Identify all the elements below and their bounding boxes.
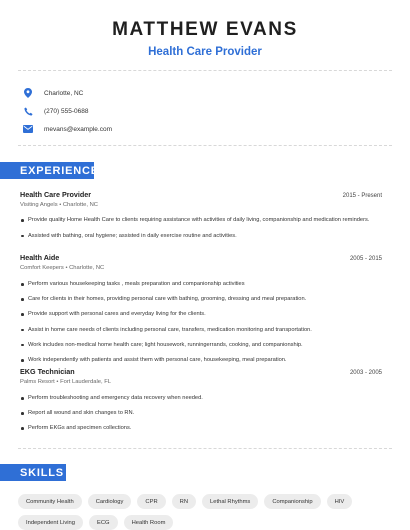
- job-entry: [20, 253, 382, 364]
- candidate-name: MATTHEW EVANS: [112, 19, 298, 40]
- skill-chip: CPR: [137, 494, 165, 509]
- job-company-line: Comfort Keepers • Charlotte, NC: [20, 265, 105, 271]
- skills-list: [18, 494, 398, 530]
- phone-icon: [22, 105, 34, 117]
- contact-email-text: mevans@example.com: [44, 125, 113, 133]
- skill-chip: RN: [172, 494, 196, 509]
- divider: [18, 448, 392, 449]
- skill-chip: HIV: [327, 494, 353, 509]
- job-bullet: Work independently with patients and assist them with personal care, housekeeping, meal preparation.: [20, 356, 382, 365]
- skill-chip: Community Health: [18, 494, 82, 509]
- job-company: Comfort Keepers: [20, 265, 64, 271]
- job-bullet: Assisted with bathing, oral hygiene; assisted in daily exercise routine and activities.: [20, 232, 382, 241]
- email-icon: [22, 123, 34, 135]
- job-title: Health Care Provider: [20, 190, 92, 199]
- job-bullet: Provide support with personal cares and everyday living for the clients.: [20, 310, 382, 319]
- job-location: Charlotte, NC: [62, 202, 98, 208]
- resume-header: [0, 0, 410, 59]
- skill-chip: ECG: [89, 515, 118, 530]
- job-entry: [20, 367, 382, 433]
- job-bullet: Perform various housekeeping tasks , meals preparation and companionship activities: [20, 280, 382, 289]
- job-entry: [20, 190, 382, 240]
- job-bullet: Work includes non-medical home health care; light housework, runningerrands, cooking, and companionship.: [20, 341, 382, 350]
- job-title: EKG Technician: [20, 367, 75, 376]
- job-location: Fort Lauderdale, FL: [60, 379, 111, 385]
- contact-phone-text: (270) 555-0688: [44, 107, 89, 115]
- contact-location-text: Charlotte, NC: [44, 89, 84, 97]
- section-skills: SKILLS: [0, 464, 66, 481]
- contact-location: [22, 84, 112, 102]
- contact-phone: [22, 102, 112, 120]
- job-dates: 2003 - 2005: [349, 370, 382, 376]
- job-company: Visiting Angels: [20, 202, 58, 208]
- contact-email: [22, 120, 112, 138]
- job-dates: 2015 - Present: [342, 193, 382, 199]
- skill-chip: Cardiology: [88, 494, 132, 509]
- candidate-title: Health Care Provider: [148, 46, 262, 58]
- job-location: Charlotte, NC: [69, 265, 105, 271]
- job-company-line: Palms Resort • Fort Lauderdale, FL: [20, 379, 111, 385]
- job-company: Palms Resort: [20, 379, 55, 385]
- job-bullet: Care for clients in their homes, providing personal care with bathing, grooming, dressing and meal preparation.: [20, 295, 382, 304]
- job-bullet: Report all wound and skin changes to RN.: [20, 409, 382, 418]
- skill-chip: Lethal Rhythms: [202, 494, 258, 509]
- divider: [18, 145, 392, 146]
- skill-chip: Companionship: [264, 494, 320, 509]
- job-dates: 2005 - 2015: [349, 256, 382, 262]
- job-bullet: Perform EKGs and specimen collections.: [20, 424, 382, 433]
- job-bullet: Perform troubleshooting and emergency data recovery when needed.: [20, 394, 382, 403]
- skill-chip: Independent Living: [18, 515, 83, 530]
- job-company-line: Visiting Angels • Charlotte, NC: [20, 202, 98, 208]
- job-bullet: Assist in home care needs of clients including personal care, transfers, medication monitoring and transportation.: [20, 326, 382, 335]
- section-experience: EXPERIENCE: [0, 162, 94, 179]
- contact-list: [22, 84, 112, 138]
- divider: [18, 70, 392, 71]
- job-bullet: Provide quality Home Health Care to clients requiring assistance with activities of daily living, companionship and medication reminders.: [20, 216, 382, 225]
- skill-chip: Health Room: [124, 515, 174, 530]
- location-pin-icon: [22, 87, 34, 99]
- job-title: Health Aide: [20, 253, 60, 262]
